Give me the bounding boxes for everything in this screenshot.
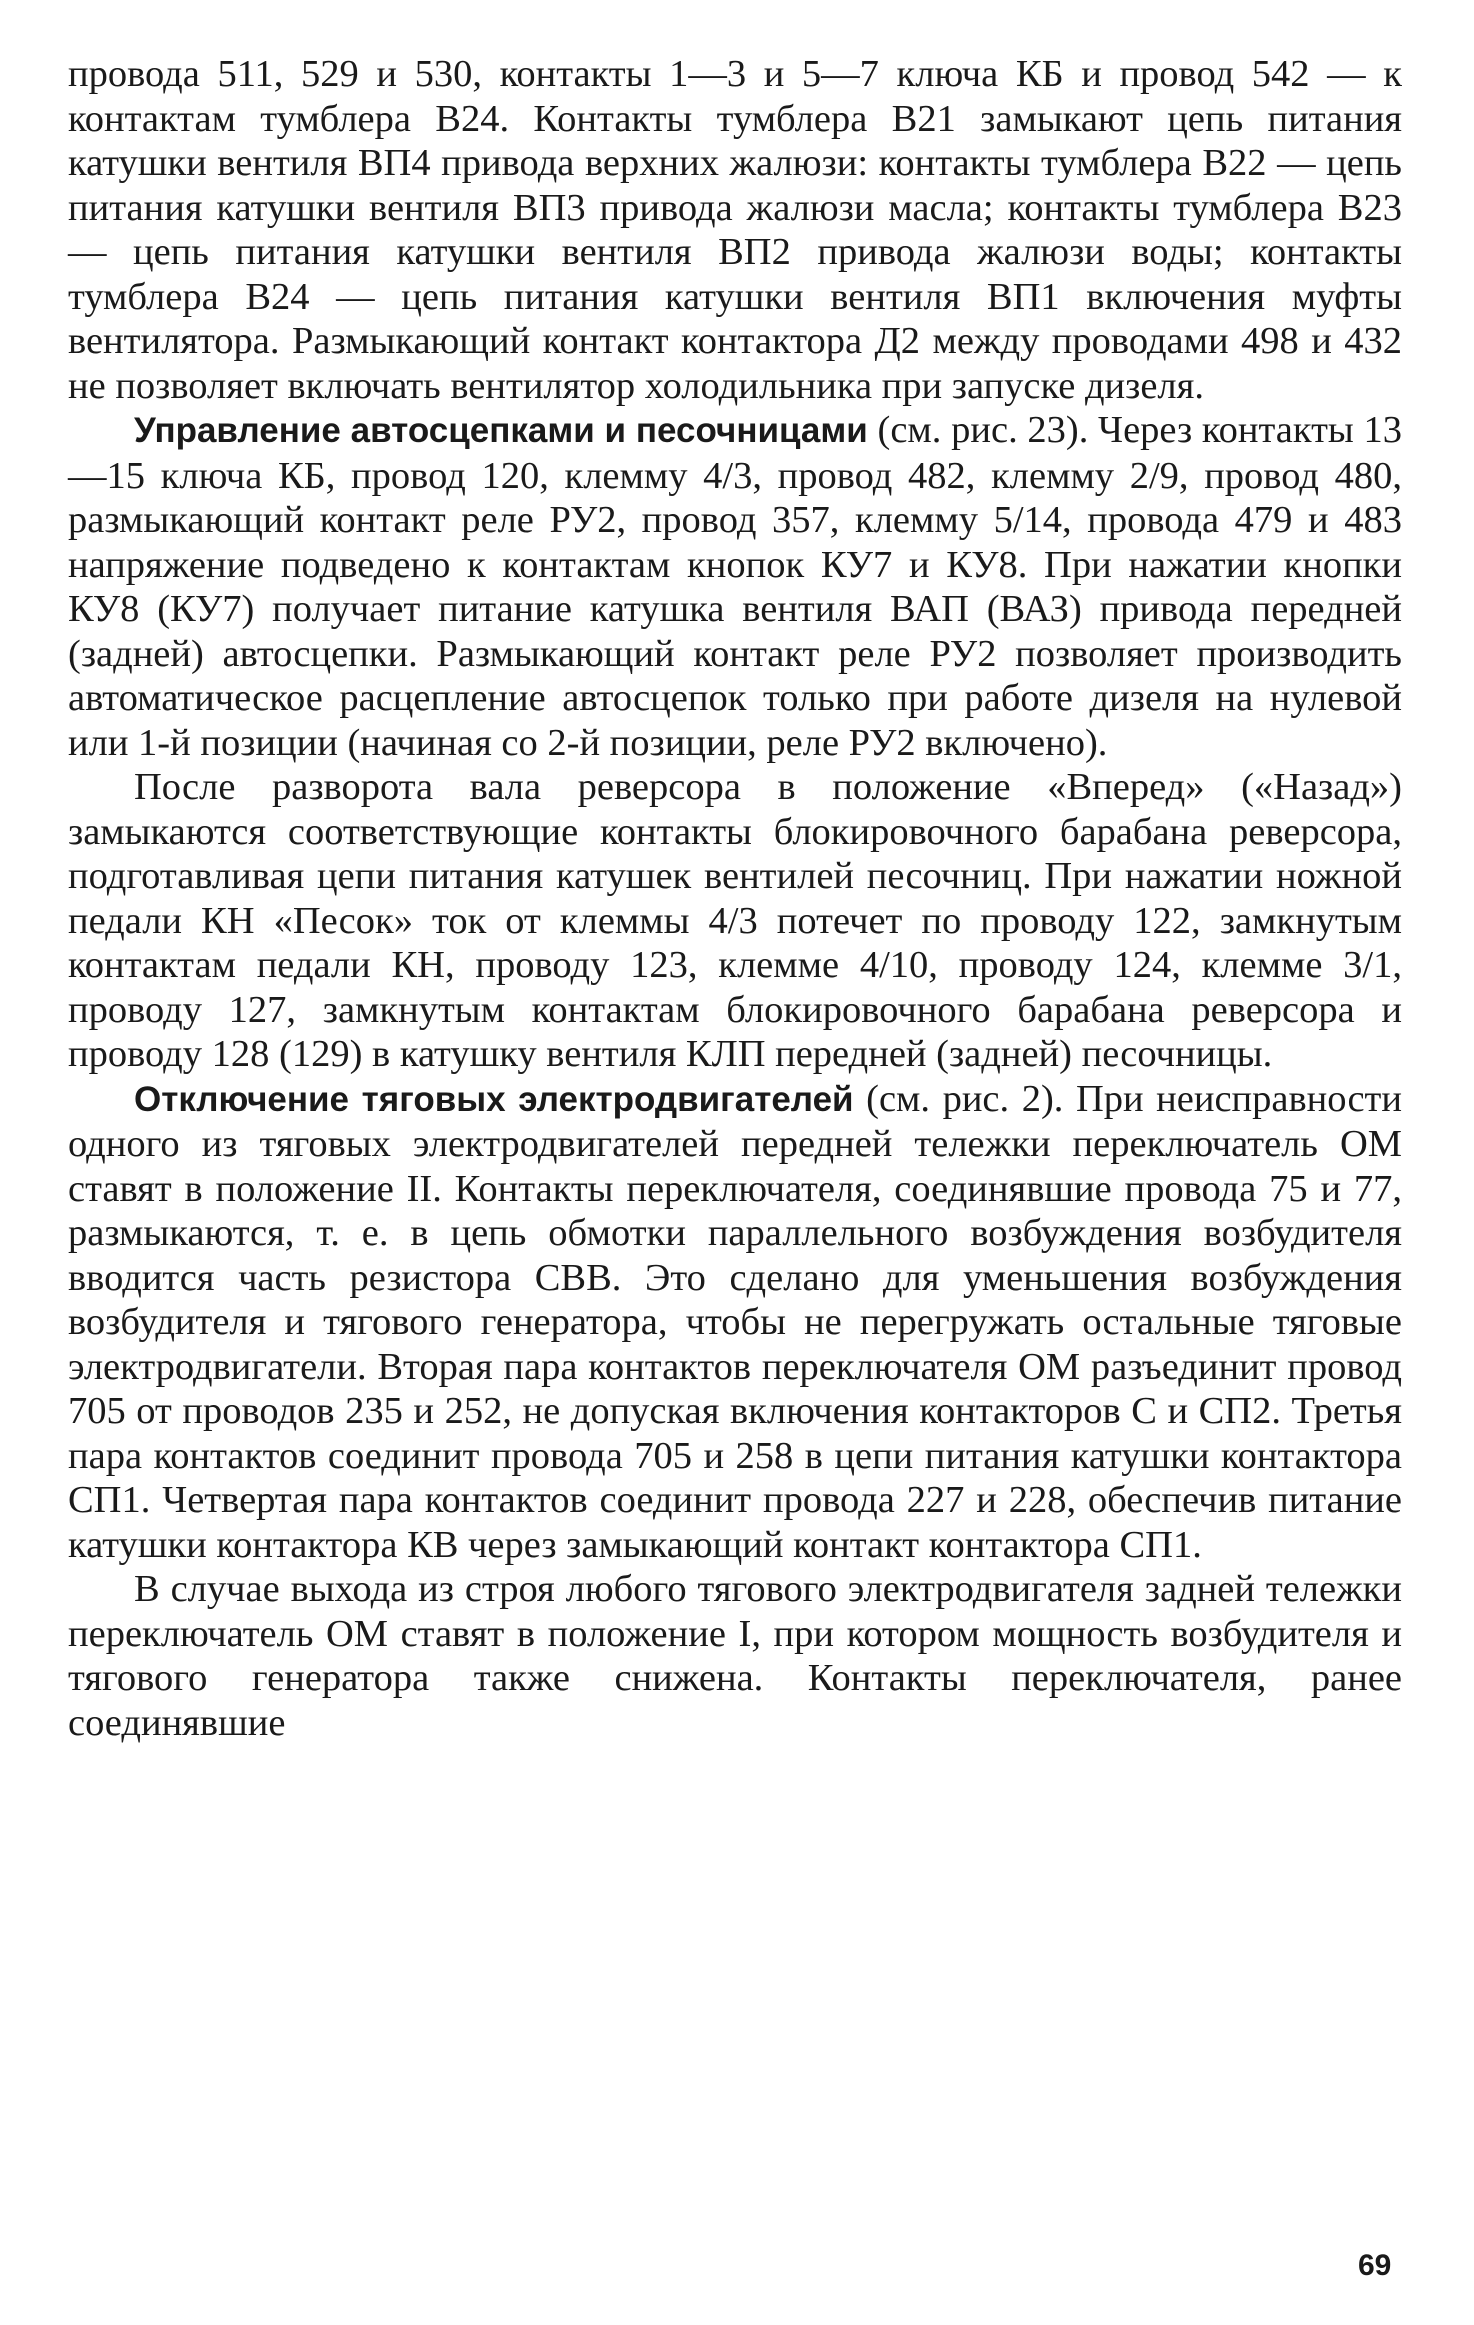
paragraph-rear-bogie: [68, 1567, 1402, 1745]
page-body: [68, 52, 1402, 1745]
section-heading: Управление автосцепками и песочницами: [134, 411, 868, 450]
page-number: 69: [1358, 2249, 1392, 2282]
paragraph-motor-disconnect: [68, 1077, 1402, 1568]
paragraph-text: (см. рис. 23). Через контакты 13—15 ключа КБ, провод 120, клемму 4/3, провод 482, клемму 2/9, провод 480, размыкающий контакт реле РУ2, провод 357, клемму 5/14, провода 479 и 483 напряжение подведено к контактам кнопок КУ7 и КУ8. При нажатии кнопки КУ8 (КУ7) получает питание катушка вентиля ВАП (ВАЗ) привода передней (задней) автосцепки. Размыкающий контакт реле РУ2 позволяет производить автоматическое расцепление автосцепок только при работе дизеля на нулевой или 1-й позиции (начиная со 2-й позиции, реле РУ2 включено).: [68, 409, 1402, 764]
paragraph-text: После разворота вала реверсора в положение «Вперед» («Назад») замыкаются соответствующие контакты блокировочного барабана реверсора, подготавливая цепи питания катушек вентилей песочниц. При нажатии ножной педали КН «Песок» ток от клеммы 4/3 потечет по проводу 122, замкнутым контактам педали КН, проводу 123, клемме 4/10, проводу 124, клемме 3/1, проводу 127, замкнутым контактам блокировочного барабана реверсора и проводу 128 (129) в катушку вентиля КЛП передней (задней) песочницы.: [68, 766, 1402, 1075]
paragraph-couplers-sanders: [68, 408, 1402, 765]
paragraph-text: В случае выхода из строя любого тягового электродвигателя задней тележки переключатель ОМ ставят в положение I, при котором мощность возбудителя и тягового генератора также снижена. Контакты переключателя, ранее соединявшие: [68, 1568, 1402, 1744]
paragraph-ventilation-circuits: [68, 52, 1402, 408]
paragraph-sand-supply: [68, 765, 1402, 1077]
paragraph-text: (см. рис. 2). При неисправности одного из тяговых электродвигателей передней тележки переключатель ОМ ставят в положение II. Контакты переключателя, соединявшие провода 75 и 77, размыкаются, т. е. в цепь обмотки параллельного возбуждения возбудителя вводится часть резистора СВВ. Это сделано для уменьшения возбуждения возбудителя и тягового генератора, чтобы не перегружать остальные тяговые электродвигатели. Вторая пара контактов переключателя ОМ разъединит провод 705 от проводов 235 и 252, не допуская включения контакторов С и СП2. Третья пара контактов соединит провода 705 и 258 в цепи питания катушки контактора СП1. Четвертая пара контактов соединит провода 227 и 228, обеспечив питание катушки контактора КВ через замыкающий контакт контактора СП1.: [68, 1077, 1402, 1566]
paragraph-text: провода 511, 529 и 530, контакты 1—3 и 5—7 ключа КБ и провод 542 — к контактам тумблера В24. Контакты тумблера В21 замыкают цепь питания катушки вентиля ВП4 привода верхних жалюзи: контакты тумблера В22 — цепь питания катушки вентиля ВП3 привода жалюзи масла; контакты тумблера В23 — цепь питания катушки вентиля ВП2 привода жалюзи воды; контакты тумблера В24 — цепь питания катушки вентиля ВП1 включения муфты вентилятора. Размыкающий контакт контактора Д2 между проводами 498 и 432 не позволяет включать вентилятор холодильника при запуске дизеля.: [68, 53, 1402, 407]
section-heading: Отключение тяговых электродвигателей: [134, 1079, 854, 1119]
